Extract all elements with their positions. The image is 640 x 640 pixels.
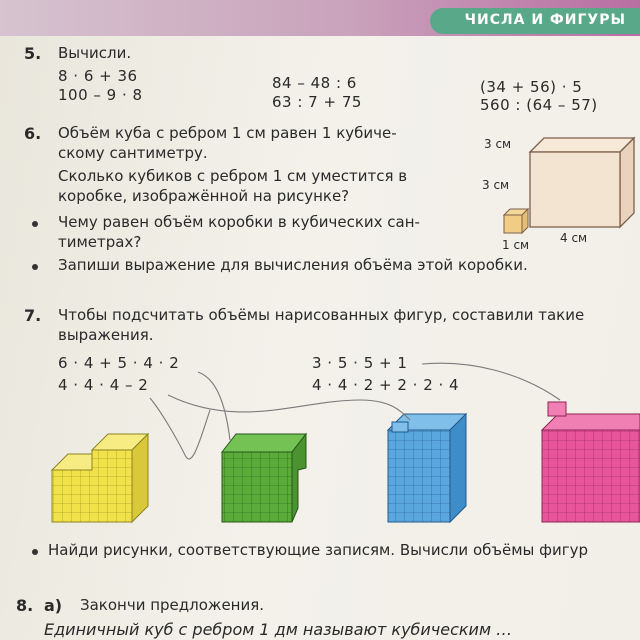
task6-question-line: Чему равен объём коробки в кубических сан- — [58, 213, 420, 231]
box-label-bottom: 4 см — [560, 231, 588, 245]
task5-expr: 63 : 7 + 75 — [272, 93, 362, 111]
task7-question: Найди рисунки, соответствующие записям. Вычисли объёмы фигур — [48, 541, 588, 559]
pencil-line — [168, 395, 410, 420]
section-title: ЧИСЛА И ФИГУРЫ — [464, 12, 626, 28]
task5-instruction: Вычисли. — [58, 44, 132, 62]
task7-text-line: выражения. — [58, 326, 154, 344]
pink-figure — [542, 402, 640, 522]
task8-sentence: Единичный куб с ребром 1 дм называют кубическим … — [44, 620, 513, 639]
task6-question-line: тиметрах? — [58, 233, 142, 251]
task6-number: 6. — [24, 124, 42, 143]
box-label-top: 3 см — [484, 137, 512, 151]
task8-part-label: а) — [44, 596, 63, 615]
bullet-dot — [32, 264, 38, 270]
task6-text-line: Объём куба с ребром 1 см равен 1 кубиче- — [58, 124, 397, 142]
task7-text-line: Чтобы подсчитать объёмы нарисованных фигур, составили такие — [58, 306, 585, 324]
green-figure — [222, 434, 306, 522]
task7-number: 7. — [24, 306, 42, 325]
task5-expr: (34 + 56) · 5 — [480, 78, 583, 96]
pencil-line — [150, 398, 210, 459]
bullet-dot — [32, 549, 38, 555]
task6-expression-prompt: Запиши выражение для вычисления объёма этой коробки. — [58, 256, 528, 274]
header-banner — [0, 0, 640, 36]
task8-number: 8. — [16, 596, 34, 615]
task7-expression: 4 · 4 · 4 – 2 — [58, 376, 149, 394]
task6-text-line: скому сантиметру. — [58, 144, 208, 162]
bullet-dot — [32, 221, 38, 227]
task6-text-line: коробке, изображённой на рисунке? — [58, 187, 350, 205]
task7-expression: 6 · 4 + 5 · 4 · 2 — [58, 354, 180, 372]
task5-expr: 560 : (64 – 57) — [480, 96, 598, 114]
pencil-line — [198, 372, 230, 440]
task5-expr: 84 – 48 : 6 — [272, 74, 357, 92]
task7-expression: 3 · 5 · 5 + 1 — [312, 354, 408, 372]
yellow-figure — [52, 434, 148, 522]
blue-figure — [388, 414, 466, 522]
task6-text-line: Сколько кубиков с ребром 1 см уместится в — [58, 167, 408, 185]
task5-expr: 8 · 6 + 36 — [58, 67, 138, 85]
box-label-side: 3 см — [482, 178, 510, 192]
task5-expr: 100 – 9 · 8 — [58, 86, 143, 104]
task7-expression: 4 · 4 · 2 + 2 · 2 · 4 — [312, 376, 460, 394]
task8-instruction: Закончи предложения. — [80, 596, 265, 614]
task5-number: 5. — [24, 44, 42, 63]
cube-label: 1 см — [502, 238, 530, 252]
